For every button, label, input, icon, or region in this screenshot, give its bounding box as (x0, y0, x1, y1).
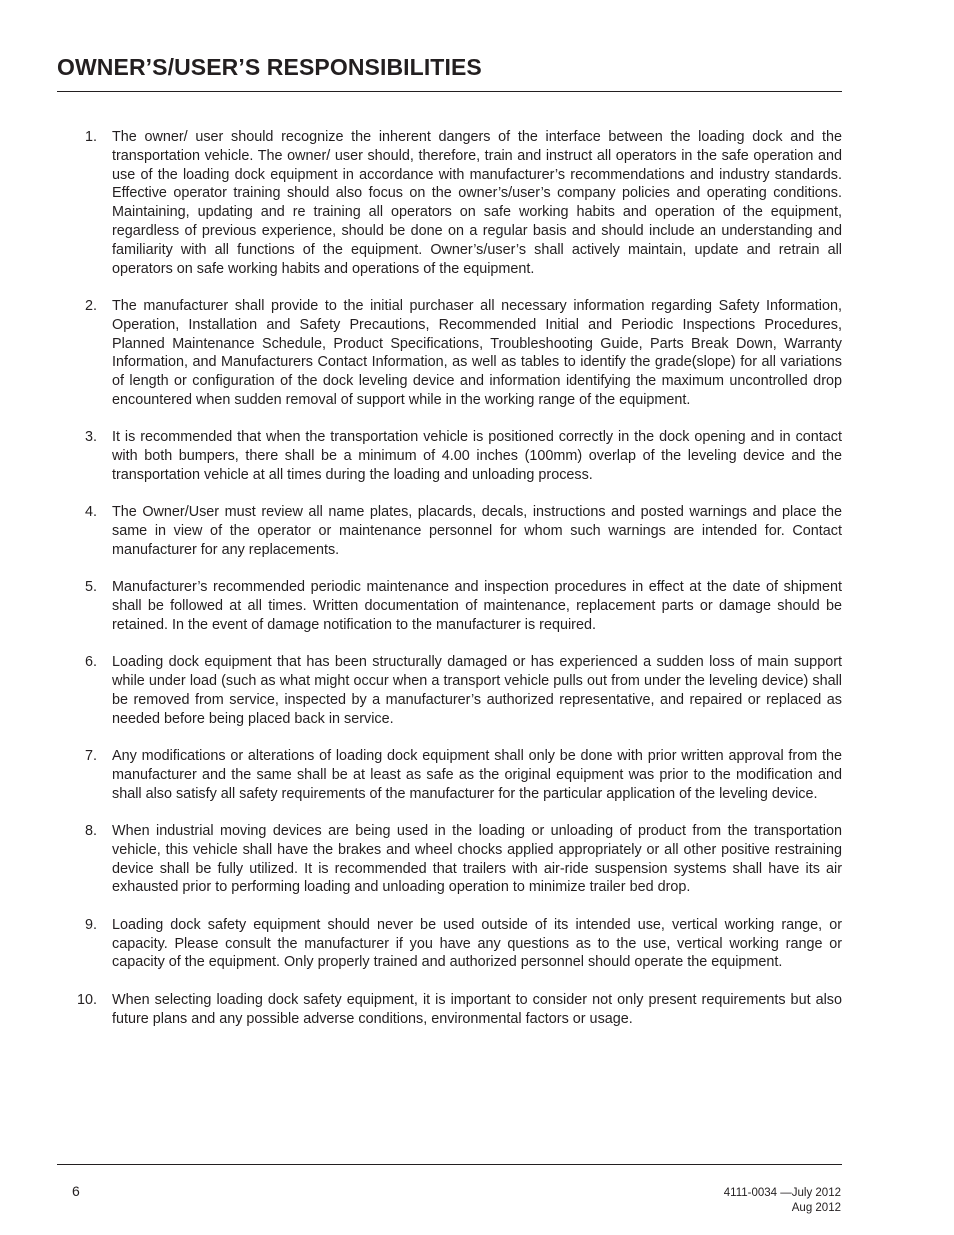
list-item-5 (57, 578, 842, 634)
item-text: When selecting loading dock safety equipment, it is important to consider not only present requirements but also future plans and any possible adverse conditions, environmental factors or usage. (112, 991, 842, 1027)
list-item-3 (57, 428, 842, 484)
title-divider (57, 91, 842, 92)
item-number: 10. (76, 991, 97, 1008)
item-number: 6. (84, 654, 97, 671)
item-text: The Owner/User must review all name plates, placards, decals, instructions and posted warnings and place the same in view of the operator or maintenance personnel for whom such warnings are intended for. Contact manufacturer for any replacements. (112, 504, 842, 558)
list-item-7 (57, 747, 842, 803)
item-text: It is recommended that when the transportation vehicle is positioned correctly in the dock opening and in contact with both bumpers, there shall be a minimum of 4.00 inches (100mm) overlap of the leveling device and the transportation vehicle at all times during the loading and unloading process. (112, 429, 842, 483)
item-number: 4. (84, 504, 97, 521)
list-item-2 (57, 297, 842, 410)
item-number: 2. (84, 297, 97, 314)
document-reference (724, 1186, 841, 1215)
revision-date: Aug 2012 (791, 1201, 841, 1214)
list-item-8 (57, 822, 842, 897)
footer-divider (57, 1164, 842, 1165)
item-number: 9. (84, 916, 97, 933)
responsibilities-list (57, 128, 842, 1047)
item-text: Loading dock safety equipment should never be used outside of its intended use, vertical working range, or capacity. Please consult the manufacturer if you have any questions as to the use, vertical working range or capacity of the equipment. Only properly trained and authorized personnel should operate the equipment. (112, 916, 842, 971)
item-number: 5. (84, 579, 97, 596)
item-number: 3. (84, 429, 97, 446)
list-item-9 (57, 916, 842, 972)
document-number: 4111-0034 —July 2012 (723, 1187, 841, 1199)
item-text: The manufacturer shall provide to the initial purchaser all necessary information regarding Safety Information, Operation, Installation and Safety Precautions, Recommended Initial and Periodic Inspections Procedures, Planned Maintenance Schedule, Product Specifications, Troubleshooting Guide, Parts Break Down, Warranty Information, and Manufacturers Contact Information, as well as tables to identify the grade(slope) for all variations of length or configuration of the dock leveling device and information identifying the maximum uncontrolled drop encountered when sudden removal of support while in the working range of the equipment. (112, 297, 842, 408)
list-item-6 (57, 653, 842, 728)
list-item-10 (57, 991, 842, 1029)
item-number: 1. (84, 129, 97, 145)
page-title: OWNER’S/USER’S RESPONSIBILITIES (57, 54, 482, 80)
item-text: Loading dock equipment that has been structurally damaged or has experienced a sudden loss of main support while under load (such as what might occur when a transport vehicle pulls out from under the leveling device) shall be removed from service, inspected by a manufacturer’s authorized representative, and repaired or replaced as needed before being placed back in service. (112, 654, 842, 727)
item-text: When industrial moving devices are being used in the loading or unloading of product from the transportation vehicle, this vehicle shall have the brakes and wheel chocks applied appropriately or all other positive restraining device shall be fully utilized. It is recommended that trailers with air-ride suspension systems shall have its air exhausted prior to performing loading and unloading operation to minimize trailer bed drop. (112, 823, 842, 896)
item-text: Any modifications or alterations of loading dock equipment shall only be done with prior written approval from the manufacturer and the same shall be at least as safe as the original equipment was prior to the modification and shall also satisfy all safety requirements of the manufacturer for the particular application of the leveling device. (112, 748, 842, 802)
item-number: 7. (84, 748, 97, 765)
item-number: 8. (84, 823, 97, 840)
list-item-1 (57, 128, 842, 278)
page-number: 6 (72, 1183, 80, 1199)
list-item-4 (57, 503, 842, 559)
item-text: Manufacturer’s recommended periodic maintenance and inspection procedures in effect at the date of shipment shall be followed at all times. Written documentation of maintenance, replacement parts or damage should be retained. In the event of damage notification to the manufacturer is required. (112, 579, 842, 633)
item-text: The owner/ user should recognize the inherent dangers of the interface between the loading dock and the transportation vehicle. The owner/ user should, therefore, train and instruct all operators in the safe operation and use of the loading dock equipment in accordance with manufacturer’s recommendations and industry standards. Effective operator training should also focus on the owner’s/user’s company policies and operating conditions. Maintaining, updating and re training all operators on safe working habits and operation of the equipment, regardless of previous experience, should be done on a regular basis and should include an understanding and familiarity with all functions of the equipment. Owner’s/user’s shall actively maintain, update and retrain all operators on safe working habits and operations of the equipment. (112, 129, 842, 277)
